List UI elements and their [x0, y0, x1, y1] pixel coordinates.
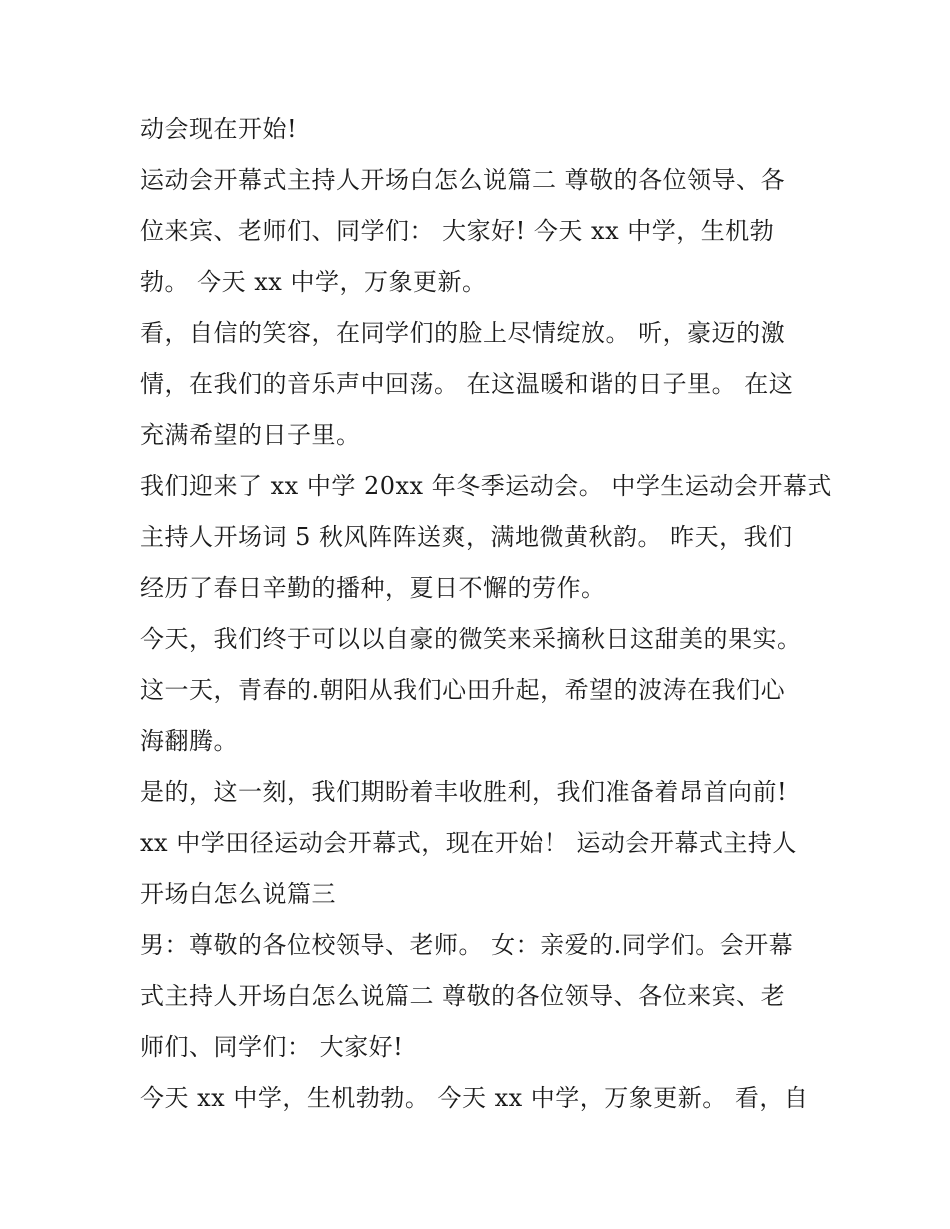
text-line: 式主持人开场白怎么说篇二 尊敬的各位领导、各位来宾、老	[140, 982, 786, 1010]
text-line: 情，在我们的音乐声中回荡。 在这温暖和谐的日子里。 在这	[140, 370, 794, 398]
text-line: 今天，我们终于可以以自豪的微笑来采摘秋日这甜美的果实。	[140, 625, 802, 653]
text-line: 动会现在开始!	[140, 115, 298, 143]
text-line: xx 中学田径运动会开幕式，现在开始！ 运动会开幕式主持人	[140, 829, 797, 857]
text-line: 这一天，青春的.朝阳从我们心田升起，希望的波涛在我们心	[140, 676, 786, 704]
text-line: 看，自信的笑容，在同学们的脸上尽情绽放。 听，豪迈的激	[140, 319, 786, 347]
text-line: 师们、同学们： 大家好!	[140, 1033, 404, 1061]
text-line: 海翻腾。	[140, 727, 238, 755]
text-line: 主持人开场词 5 秋风阵阵送爽，满地微黄秋韵。 昨天，我们	[140, 523, 793, 551]
text-line: 勃。 今天 xx 中学，万象更新。	[140, 268, 487, 296]
text-line: 经历了春日辛勤的播种，夏日不懈的劳作。	[140, 574, 606, 602]
text-line: 充满希望的日子里。	[140, 421, 361, 449]
text-line: 今天 xx 中学，生机勃勃。 今天 xx 中学，万象更新。 看，自	[140, 1084, 809, 1112]
text-line: 我们迎来了 xx 中学 20xx 年冬季运动会。 中学生运动会开幕式	[140, 472, 832, 500]
text-line: 位来宾、老师们、同学们： 大家好! 今天 xx 中学，生机勃	[140, 217, 775, 245]
text-line: 是的，这一刻，我们期盼着丰收胜利，我们准备着昂首向前!	[140, 778, 788, 806]
text-line: 运动会开幕式主持人开场白怎么说篇二 尊敬的各位领导、各	[140, 166, 786, 194]
text-line: 男：尊敬的各位校领导、老师。 女：亲爱的.同学们。会开幕	[140, 931, 794, 959]
text-line: 开场白怎么说篇三	[140, 880, 336, 908]
